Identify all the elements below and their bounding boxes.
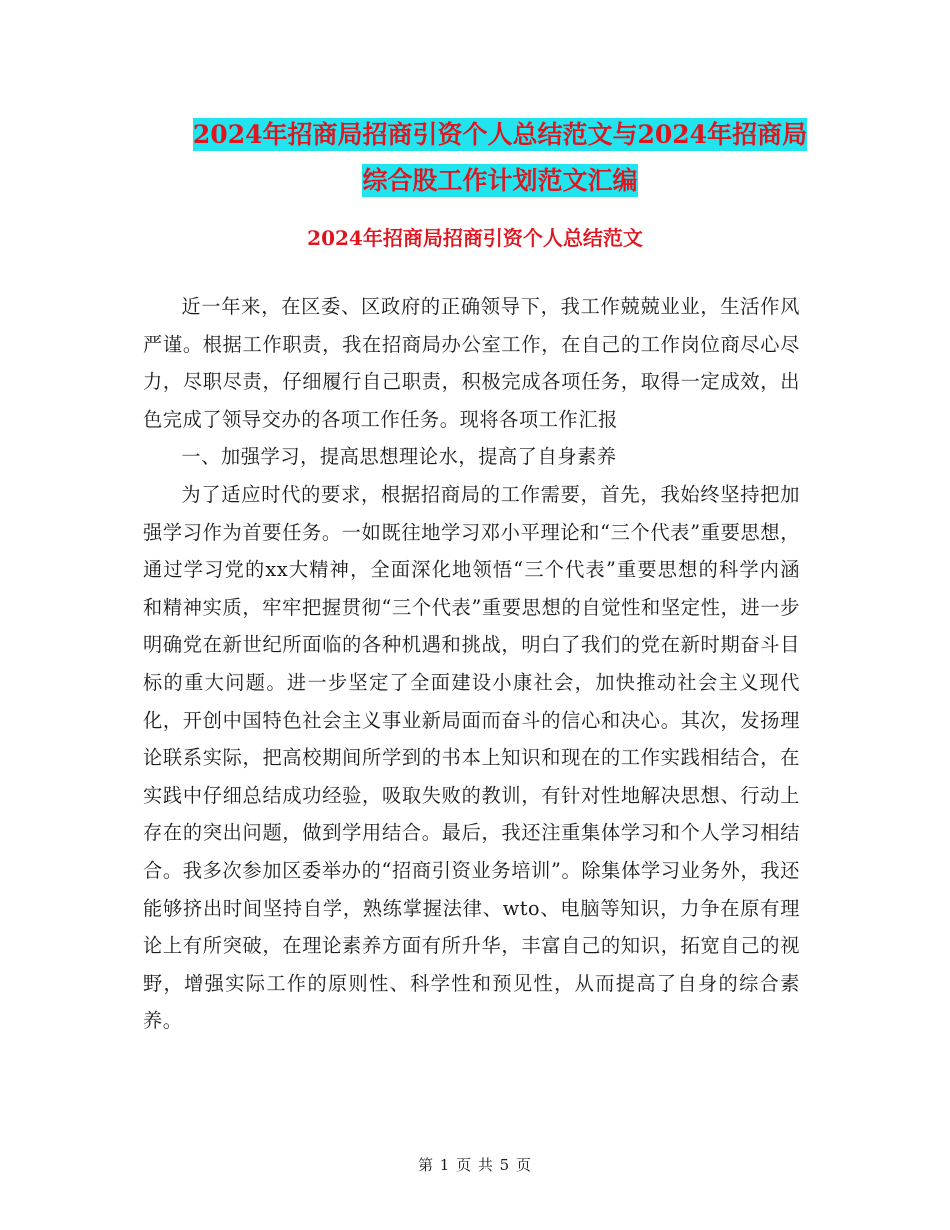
- document-title-line-1: 2024年招商局招商引资个人总结范文与2024年招商局: [192, 120, 808, 149]
- paragraph-heading-1: 一、加强学习，提高思想理论水，提高了自身素养: [181, 445, 617, 469]
- section-title: 2024年招商局招商引资个人总结范文: [307, 226, 643, 250]
- document-title: [140, 112, 860, 204]
- document-title-line-2: 综合股工作计划范文汇编: [362, 166, 638, 195]
- paragraph-intro: 近一年来，在区委、区政府的正确领导下，我工作兢兢业业，生活作风严谨。根据工作职责，我在招商局办公室工作，在自己的工作岗位商尽心尽力，尽职尽责，仔细履行自己职责，积极完成各项任务，取得一定成效，出色完成了领导交办的各项工作任务。现将各项工作汇报: [143, 295, 800, 431]
- document-body: [143, 288, 800, 1040]
- paragraph-study: 为了适应时代的要求，根据招商局的工作需要，首先，我始终坚持把加强学习作为首要任务。一如既往地学习邓小平理论和“三个代表”重要思想，通过学习党的xx大精神，全面深化地领悟“三个代表”重要思想的科学内涵和精神实质，牢牢把握贯彻“三个代表”重要思想的自觉性和坚定性，进一步明确党在新世纪所面临的各种机遇和挑战，明白了我们的党在新时期奋斗目标的重大问题。进一步坚定了全面建设小康社会，加快推动社会主义现代化，开创中国特色社会主义事业新局面而奋斗的信心和决心。其次，发扬理论联系实际，把高校期间所学到的书本上知识和现在的工作实践相结合，在实践中仔细总结成功经验，吸取失败的教训，有针对性地解决思想、行动上存在的突出问题，做到学用结合。最后，我还注重集体学习和个人学习相结合。我多次参加区委举办的“招商引资业务培训”。除集体学习业务外，我还能够挤出时间坚持自学，熟练掌握法律、wto、电脑等知识，力争在原有理论上有所突破，在理论素养方面有所升华，丰富自己的知识，拓宽自己的视野，增强实际工作的原则性、科学性和预见性，从而提高了自身的综合素养。: [143, 482, 800, 1033]
- page-footer: 第 1 页 共 5 页: [418, 1156, 532, 1174]
